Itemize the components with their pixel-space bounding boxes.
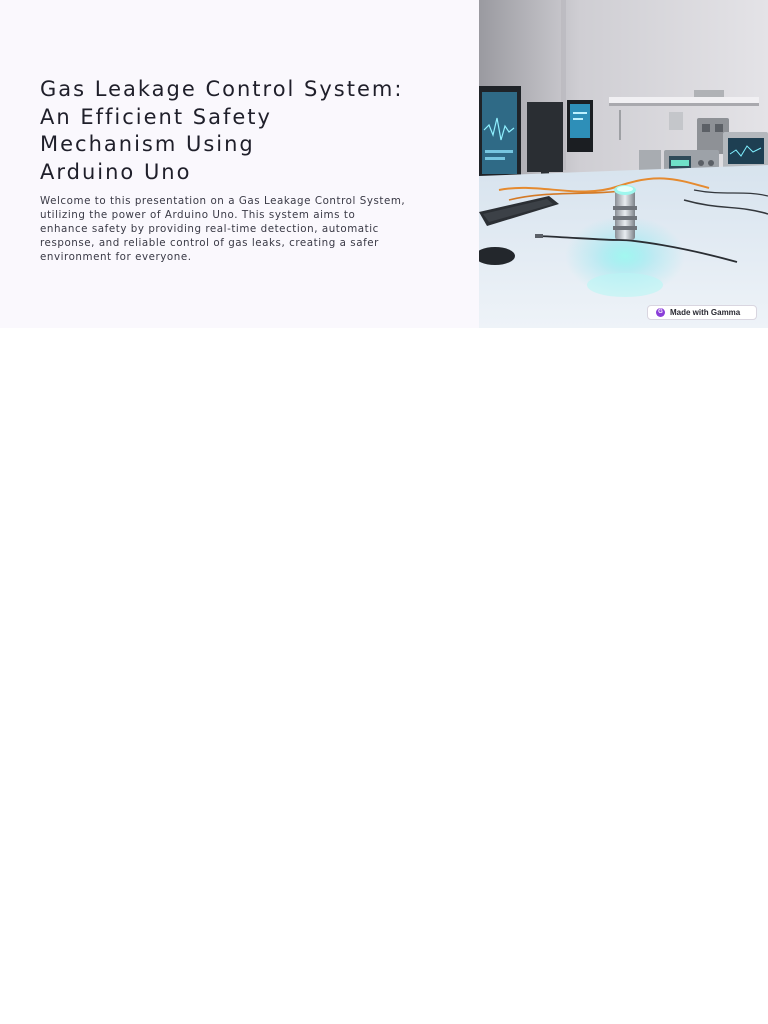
subtitle-line: Welcome to this presentation on a Gas Leakage Control System, — [40, 195, 406, 207]
subtitle-line: enhance safety by providing real-time detection, automatic — [40, 223, 379, 235]
title-slide — [0, 0, 768, 328]
lab-bench-photo — [479, 0, 768, 328]
slide-title-line: An Efficient Safety — [40, 104, 272, 129]
subtitle-line: environment for everyone. — [40, 251, 192, 263]
slide-subtitle — [40, 194, 440, 264]
badge-label: Made with Gamma — [670, 308, 741, 317]
slide-title — [40, 76, 440, 186]
lab-bench-illustration — [479, 0, 768, 328]
gamma-logo-icon: G — [656, 308, 665, 317]
slide-title-line: Arduino Uno — [40, 159, 192, 184]
slide-title-line: Mechanism Using — [40, 132, 255, 156]
subtitle-line: response, and reliable control of gas leaks, creating a safer — [40, 237, 379, 249]
slide-title-line: Gas Leakage Control System: — [40, 77, 404, 101]
made-with-gamma-badge[interactable] — [647, 305, 757, 320]
text-panel — [40, 76, 440, 264]
subtitle-line: utilizing the power of Arduino Uno. This system aims to — [40, 209, 356, 221]
